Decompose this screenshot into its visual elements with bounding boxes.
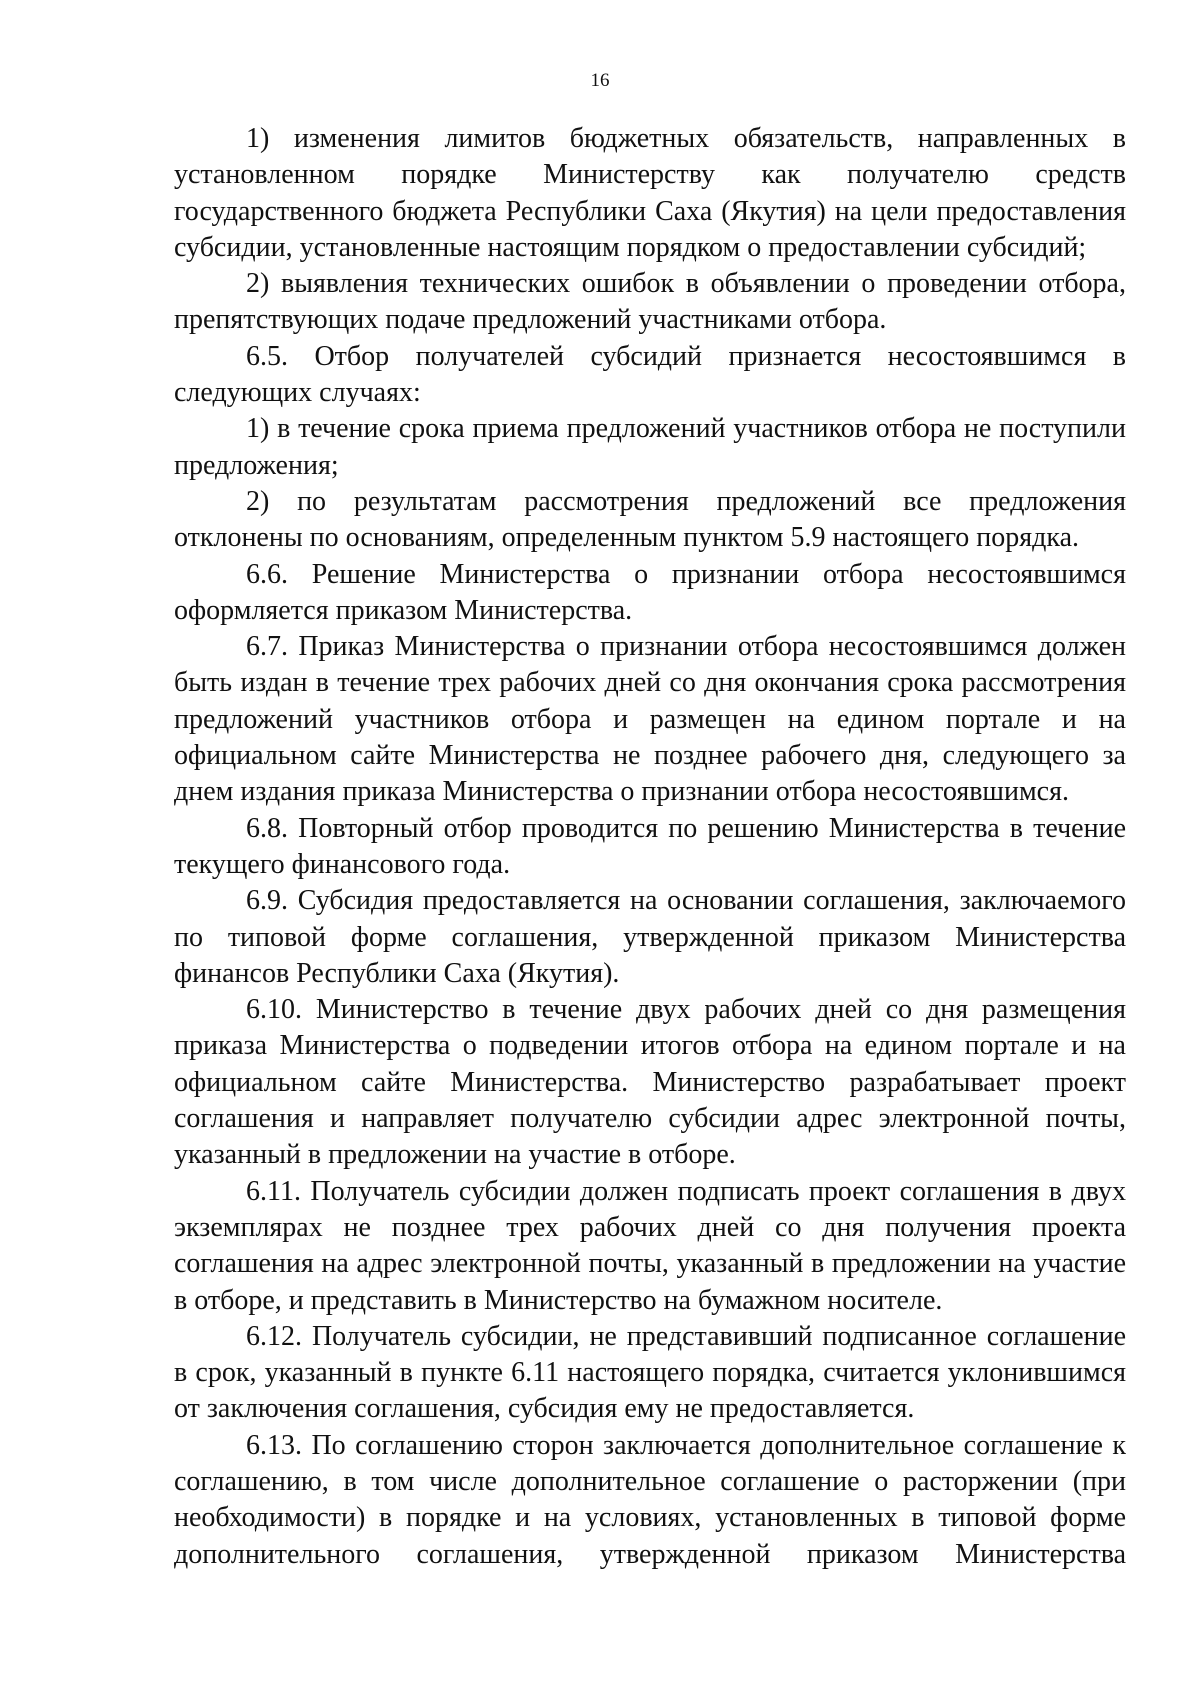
paragraph-6-12: 6.12. Получатель субсидии, не представивший подписанное соглашение в срок, указанный в пункте 6.11 настоящего порядка, считается уклонившимся от заключения соглашения, субсидия ему не предоставляется.: [174, 1320, 1126, 1425]
document-body: [174, 121, 1126, 1573]
paragraph-6-13: 6.13. По соглашению сторон заключается дополнительное соглашение к соглашению, в том числе дополнительное соглашение о расторжении (при необходимости) в порядке и на условиях, установленных в типовой форме дополнительного соглашения, утвержденной приказом Министерства: [174, 1429, 1126, 1570]
paragraph-2: 2) выявления технических ошибок в объявлении о проведении отбора, препятствующих подаче предложений участниками отбора.: [174, 268, 1126, 336]
paragraph-6-5-item-1: 1) в течение срока приема предложений участников отбора не поступили предложения;: [174, 413, 1126, 481]
paragraph-6-7: 6.7. Приказ Министерства о признании отбора несостоявшимся должен быть издан в течение трех рабочих дней со дня окончания срока рассмотрения предложений участников отбора и размещен на едином портале и на официальном сайте Министерства не позднее рабочего дня, следующего за днем издания приказа Министерства о признании отбора несостоявшимся.: [174, 631, 1126, 808]
paragraph-6-10: 6.10. Министерство в течение двух рабочих дней со дня размещения приказа Министерства о подведении итогов отбора на едином портале и на официальном сайте Министерства. Министерство разрабатывает проект соглашения и направляет получателю субсидии адрес электронной почты, указанный в предложении на участие в отборе.: [174, 994, 1126, 1171]
paragraph-6-8: 6.8. Повторный отбор проводится по решению Министерства в течение текущего финансового года.: [174, 812, 1126, 880]
paragraph-6-5: 6.5. Отбор получателей субсидий признается несостоявшимся в следующих случаях:: [174, 340, 1126, 409]
paragraph-6-11: 6.11. Получатель субсидии должен подписать проект соглашения в двух экземплярах не позднее трех рабочих дней со дня получения проекта соглашения на адрес электронной почты, указанный в предложении на участие в отборе, и представить в Министерство на бумажном носителе.: [174, 1175, 1126, 1316]
paragraph-6-6: 6.6. Решение Министерства о признании отбора несостоявшимся оформляется приказом Министерства.: [174, 558, 1126, 626]
paragraph-6-9: 6.9. Субсидия предоставляется на основании соглашения, заключаемого по типовой форме соглашения, утвержденной приказом Министерства финансов Республики Саха (Якутия).: [174, 885, 1126, 989]
paragraph-1: 1) изменения лимитов бюджетных обязательств, направленных в установленном порядке Министерству как получателю средств государственного бюджета Республики Саха (Якутия) на цели предоставления субсидии, установленные настоящим порядком о предоставлении субсидий;: [174, 123, 1126, 263]
page-number: 16: [590, 70, 610, 91]
paragraph-6-5-item-2: 2) по результатам рассмотрения предложений все предложения отклонены по основаниям, определенным пунктом 5.9 настоящего порядка.: [174, 485, 1126, 554]
